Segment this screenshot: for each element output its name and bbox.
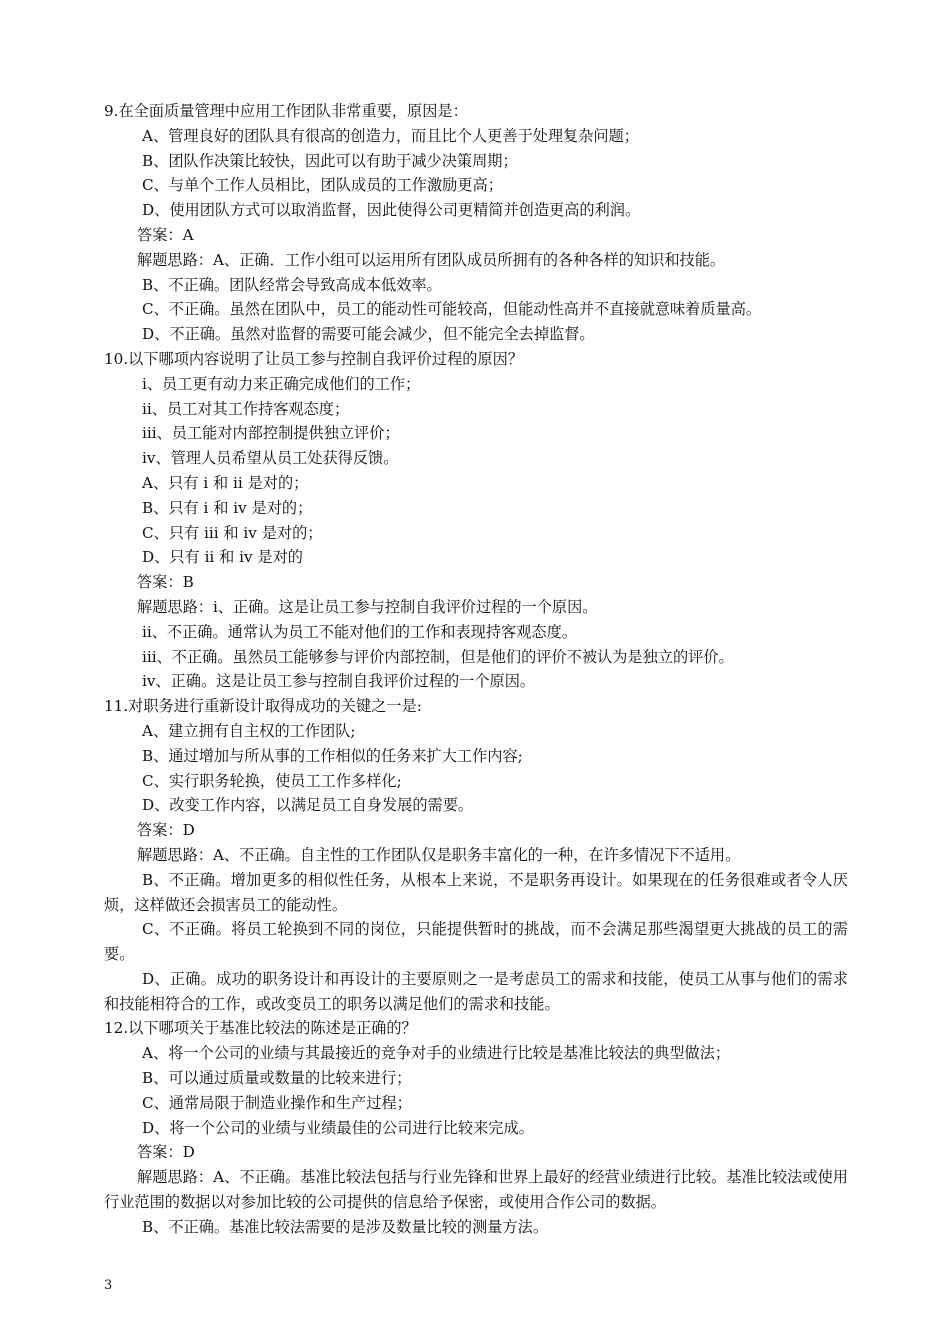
explanation-paragraph: 解题思路：A、不正确。基准比较法包括与行业先锋和世界上最好的经营业绩进行比较。基准比较法或使用行业范围的数据以对参加比较的公司提供的信息给予保密，或使用合作公司的数据。 (104, 1168, 848, 1212)
option-a: A、管理良好的团队具有很高的创造力，而且比个人更善于处理复杂问题； (142, 126, 639, 145)
explanation-paragraph: D、正确。成功的职务设计和再设计的主要原则之一是考虑员工的需求和技能，使员工从事与他们的需求和技能相符合的工作，或改变员工的职务以满足他们的需求和技能。 (104, 969, 848, 1013)
explanation-line: B、不正确。团队经常会导致高成本低效率。 (142, 275, 442, 294)
explanation-line: ii、不正确。通常认为员工不能对他们的工作和表现持客观态度。 (142, 622, 577, 641)
answer: 答案：B (137, 573, 194, 592)
page-number: 3 (104, 1278, 113, 1293)
question-text: 10.以下哪项内容说明了让员工参与控制自我评价过程的原因？ (104, 349, 524, 368)
option-b: B、团队作决策比较快，因此可以有助于减少决策周期； (142, 151, 518, 170)
explanation-line: 解题思路：A、不正确。自主性的工作团队仅是职务丰富化的一种，在许多情况下不适用。 (137, 845, 741, 864)
explanation-line: B、不正确。基准比较法需要的是涉及数量比较的测量方法。 (142, 1217, 549, 1236)
explanation-paragraph: C、不正确。将员工轮换到不同的岗位，只能提供暂时的挑战，而不会满足那些渴望更大挑战的员工的需要。 (104, 920, 848, 964)
option-c: C、与单个工作人员相比，团队成员的工作激励更高； (142, 176, 503, 195)
statement-iv: iv、管理人员希望从员工处获得反馈。 (142, 449, 399, 468)
option-a: A、只有 i 和 ii 是对的； (142, 473, 309, 492)
explanation-line: C、不正确。虽然在团队中，员工的能动性可能较高，但能动性高并不直接就意味着质量高。 (142, 300, 762, 319)
option-b: B、通过增加与所从事的工作相似的任务来扩大工作内容; (142, 746, 523, 765)
question-12 (104, 1016, 848, 1239)
question-11 (104, 694, 848, 1016)
explanation-line: iv、正确。这是让员工参与控制自我评价过程的一个原因。 (142, 672, 536, 691)
page-content (104, 99, 848, 1240)
option-a: A、建立拥有自主权的工作团队; (142, 721, 356, 740)
option-c: C、实行职务轮换，使员工工作多样化; (142, 771, 402, 790)
explanation-paragraph: B、不正确。增加更多的相似性任务，从根本上来说，不是职务再设计。如果现在的任务很难或者令人厌烦，这样做还会损害员工的能动性。 (104, 870, 848, 914)
explanation-line: 解题思路：A、正确．工作小组可以运用所有团队成员所拥有的各种各样的知识和技能。 (137, 250, 726, 269)
option-d: D、只有 ii 和 iv 是对的 (142, 548, 303, 567)
question-text: 11.对职务进行重新设计取得成功的关键之一是: (104, 697, 422, 716)
option-a: A、将一个公司的业绩与其最接近的竞争对手的业绩进行比较是基准比较法的典型做法； (142, 1044, 731, 1063)
statement-i: i、员工更有动力来正确完成他们的工作； (142, 374, 421, 393)
statement-iii: iii、员工能对内部控制提供独立评价； (142, 424, 400, 443)
question-text: 12.以下哪项关于基准比较法的陈述是正确的？ (104, 1019, 417, 1038)
option-d: D、使用团队方式可以取消监督，因此使得公司更精简并创造更高的利润。 (142, 201, 641, 220)
question-10 (104, 347, 848, 694)
answer: 答案：D (137, 821, 195, 840)
answer: 答案：A (137, 225, 194, 244)
option-c: C、只有 iii 和 iv 是对的； (142, 523, 323, 542)
explanation-line: 解题思路：i、正确。这是让员工参与控制自我评价过程的一个原因。 (137, 597, 598, 616)
answer: 答案：D (137, 1143, 195, 1162)
question-9 (104, 99, 848, 347)
option-b: B、可以通过质量或数量的比较来进行； (142, 1069, 412, 1088)
statement-ii: ii、员工对其工作持客观态度； (142, 399, 350, 418)
option-d: D、将一个公司的业绩与业绩最佳的公司进行比较来完成。 (142, 1118, 534, 1137)
question-text: 9.在全面质量管理中应用工作团队非常重要，原因是： (104, 102, 468, 120)
option-d: D、改变工作内容，以满足员工自身发展的需要。 (142, 796, 474, 815)
explanation-line: iii、不正确。虽然员工能够参与评价内部控制，但是他们的评价不被认为是独立的评价。 (142, 647, 734, 666)
option-c: C、通常局限于制造业操作和生产过程； (142, 1093, 412, 1112)
option-b: B、只有 i 和 iv 是对的； (142, 498, 313, 517)
explanation-line: D、不正确。虽然对监督的需要可能会减少，但不能完全去掉监督。 (142, 325, 595, 344)
